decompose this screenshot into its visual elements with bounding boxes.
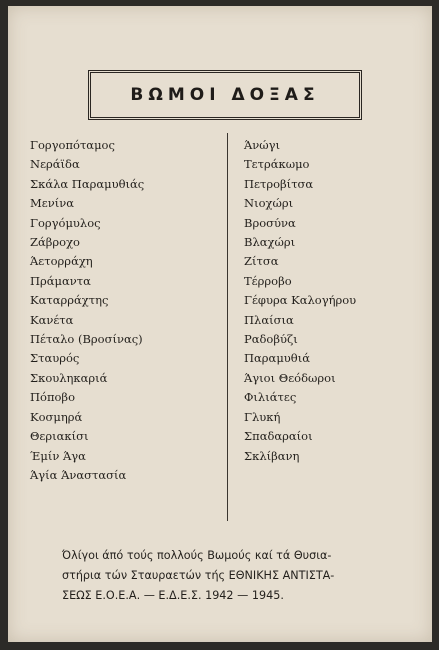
list-item: Άνώγι (244, 138, 281, 152)
list-item: Τετράκωμο (244, 157, 310, 172)
list-item: Κοσμηρά (30, 409, 83, 424)
list-item: Ζάβροχο (30, 235, 80, 250)
list-item: Πέταλο (Βροσίνας) (30, 332, 143, 347)
list-item: Μενίνα (30, 196, 74, 211)
list-item: Σκλίβανη (244, 448, 300, 463)
list-item: Βλαχώρι (244, 235, 296, 250)
right-place-list (244, 136, 356, 466)
list-item: Έμίν Άγα (30, 448, 86, 463)
list-item: Άγία Άναστασία (30, 467, 127, 482)
list-item: Πόποβο (30, 390, 76, 405)
list-item: Σκάλα Παραμυθιάς (30, 176, 145, 191)
list-item: Σκουληκαριά (30, 370, 108, 385)
column-divider (227, 133, 228, 521)
list-item: Παραμυθιά (244, 351, 310, 366)
footnote (62, 546, 422, 606)
list-item: Καταρράχτης (30, 293, 109, 308)
title-frame (88, 70, 362, 120)
list-item: Νεράϊδα (30, 157, 80, 172)
list-item: Άετορράχη (30, 254, 93, 269)
list-item: Γοργόμυλος (30, 215, 101, 230)
list-item: Γοργοπόταμος (30, 138, 115, 152)
list-item: Πράμαντα (30, 273, 91, 288)
list-item: Γέφυρα Καλογήρου (244, 293, 357, 308)
footnote-line: ΣΕΩΣ Ε.Ο.Ε.Α. — Ε.Δ.Ε.Σ. 1942 — 1945. (62, 589, 284, 602)
list-item: Βροσύνα (244, 215, 296, 230)
list-item: Σπαδαραίοι (244, 429, 313, 444)
list-item: Γλυκή (244, 409, 281, 424)
list-item: Τέρροβο (244, 273, 292, 288)
footnote-line: Όλίγοι άπό τούς πολλούς Βωμούς καί τά Θυσια- (62, 549, 332, 562)
list-item: Ραδοβύζι (244, 332, 298, 347)
list-item: Θεριακίσι (30, 429, 89, 444)
page-title: ΒΩΜΟΙ ΔΟΞΑΣ (130, 85, 320, 105)
list-item: Σταυρός (30, 351, 80, 366)
list-item: Νιοχώρι (244, 196, 294, 211)
list-item: Πλαίσια (244, 312, 294, 327)
document-page (8, 6, 432, 642)
left-place-list (30, 136, 144, 485)
list-item: Άγιοι Θεόδωροι (244, 370, 336, 385)
footnote-line: στήρια τών Σταυραετών τής ΕΘΝΙΚΗΣ ΑΝΤΙΣΤΑ- (62, 569, 335, 582)
list-item: Ζίτσα (244, 254, 279, 269)
list-item: Κανέτα (30, 312, 74, 327)
list-item: Πετροβίτσα (244, 176, 314, 191)
list-item: Φιλιάτες (244, 390, 297, 405)
